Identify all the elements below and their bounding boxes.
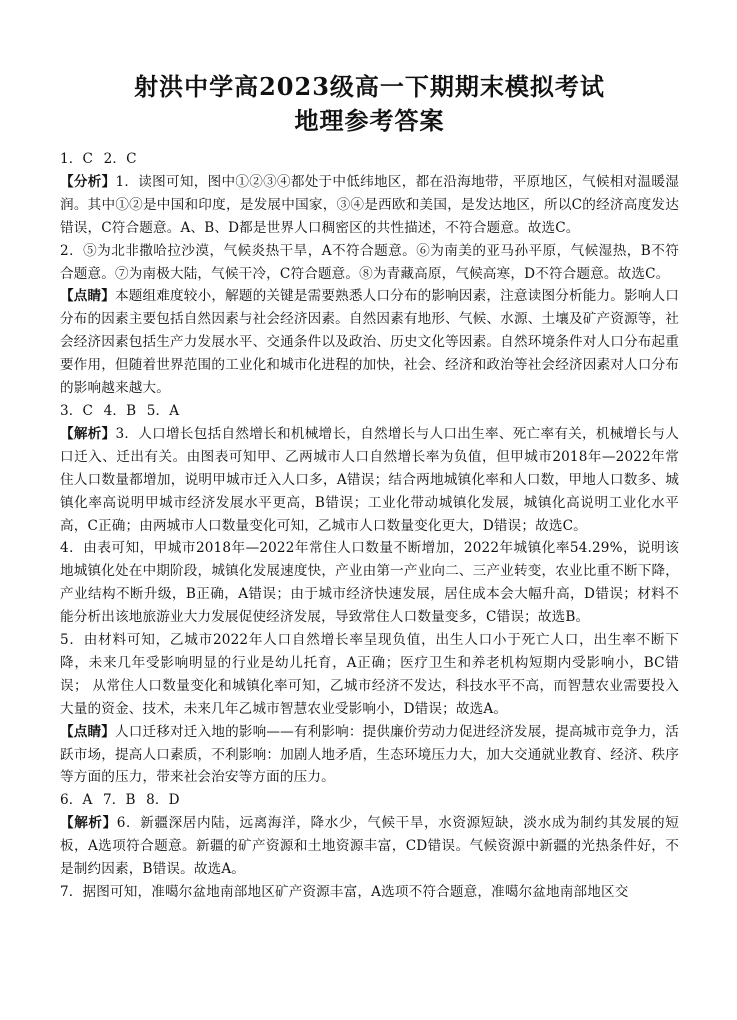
paragraph-text: 4．由表可知，甲城市2018年—2022年常住人口数量不断增加，2022年城镇化率54.29%，说明该地城镇化处在中期阶段，城镇化发展速度快，产业由第一产业向二、三产业转变，农业比重不断下降，产业结构不断升级，B正确，A错误；由于城市经济快速发展，居住成本会大幅升高，D错误；材料不能分析出该地旅游业大力发展促使经济发展，导致常住人口数量变多，C错误；故选B。 bbox=[60, 540, 679, 626]
explanation-paragraph bbox=[60, 285, 679, 400]
paragraph-text: 人口迁移对迁入地的影响——有利影响：提供廉价劳动力促进经济发展，提高城市竞争力，活跃市场，提高人口素质，不利影响：加剧人地矛盾，生态环境压力大，加大交通就业教育、经济、秩序等方面的压力，带来社会治安等方面的压力。 bbox=[60, 723, 679, 786]
explanation-paragraph bbox=[60, 812, 679, 881]
explanation-paragraph bbox=[60, 423, 679, 538]
explanation-paragraph bbox=[60, 881, 679, 904]
paragraph-text: 7．据图可知，准噶尔盆地南部地区矿产资源丰富，A选项不符合题意，准噶尔盆地南部地区交 bbox=[60, 884, 629, 900]
paragraph-text: 2．⑤为北非撒哈拉沙漠，气候炎热干旱，A不符合题意。⑥为南美的亚马孙平原，气候湿热，B不符合题意。⑦为南极大陆，气候干冷，C符合题意。⑧为青藏高原，气候高寒，D不符合题意。故选C。 bbox=[60, 242, 679, 282]
explanation-paragraph bbox=[60, 721, 679, 790]
answer-key-line: 3．C 4．B 5．A bbox=[60, 402, 180, 419]
explanation-paragraph bbox=[60, 240, 679, 286]
section-tag: 【分析】 bbox=[60, 173, 116, 190]
paragraph-text: 6．新疆深居内陆，远离海洋，降水少，气候干旱，水资源短缺，淡水成为制约其发展的短板，A选项符合题意。新疆的矿产资源和土地资源丰富，CD错误。气候资源中新疆的光热条件好，不是制约因素，B错误。故选A。 bbox=[60, 815, 679, 878]
explanation-paragraph bbox=[60, 171, 679, 240]
document-body bbox=[60, 148, 679, 904]
paragraph-text: 本题组难度较小，解题的关键是需要熟悉人口分布的影响因素，注意读图分析能力。影响人口分布的因素主要包括自然因素与社会经济因素。自然因素有地形、气候、水源、土壤及矿产资源等，社会经济因素包括生产力发展水平、交通条件以及政治、历史文化等因素。自然环境条件对人口分布起重要作用，但随着世界范围的工业化和城市化进程的加快，社会、经济和政治等社会经济因素对人口分布的影响越来越大。 bbox=[60, 288, 679, 397]
explanation-paragraph bbox=[60, 537, 679, 629]
section-tag: 【点睛】 bbox=[60, 288, 116, 305]
paragraph-text: 5．由材料可知，乙城市2022年人口自然增长率呈现负值，出生人口小于死亡人口，出生率不断下降，未来几年受影响明显的行业是幼儿托育，A正确；医疗卫生和养老机构短期内受影响小，BC错误； 从常住人口数量变化和城镇化率可知，乙城市经济不发达，科技水平不高，而智慧农业需要投入大量的资金、技术，未来几年乙城市智慧农业受影响小，D错误；故选A。 bbox=[60, 632, 679, 717]
section-tag: 【解析】 bbox=[60, 425, 116, 442]
answer-key-line: 1．C 2．C bbox=[60, 151, 137, 167]
document-title: 射洪中学高2023级高一下期期末模拟考试 bbox=[134, 72, 605, 101]
paragraph-text: 3．人口增长包括自然增长和机械增长，自然增长与人口出生率、死亡率有关，机械增长与人口迁入、迁出有关。由图表可知甲、乙两城市人口自然增长率为负值，但甲城市2018年—2022年常住人口数量都增加，说明甲城市迁入人口多，A错误；结合两地城镇化率和人口数，甲地人口数多、城镇化率高说明甲城市经济发展水平更高，B错误；工业化带动城镇化发展，城镇化高说明工业化水平高，C正确；由两城市人口数量变化可知，乙城市人口数量变化更大，D错误；故选C。 bbox=[60, 425, 680, 534]
section-tag: 【解析】 bbox=[60, 815, 117, 832]
section-tag: 【点睛】 bbox=[60, 723, 116, 740]
explanation-paragraph bbox=[60, 629, 679, 721]
document-subtitle: 地理参考答案 bbox=[294, 106, 445, 135]
answer-key-line: 6．A 7．B 8．D bbox=[60, 792, 180, 809]
paragraph-text: 1．读图可知，图中①②③④都处于中低纬地区，都在沿海地带，平原地区，气候相对温暖湿润。其中①②是中国和印度，是发展中国家，③④是西欧和美国，是发达地区，所以C的经济高度发达错误，C符合题意。A、B、D都是世界人口稠密区的共性描述，不符合题意。故选C。 bbox=[60, 173, 680, 236]
